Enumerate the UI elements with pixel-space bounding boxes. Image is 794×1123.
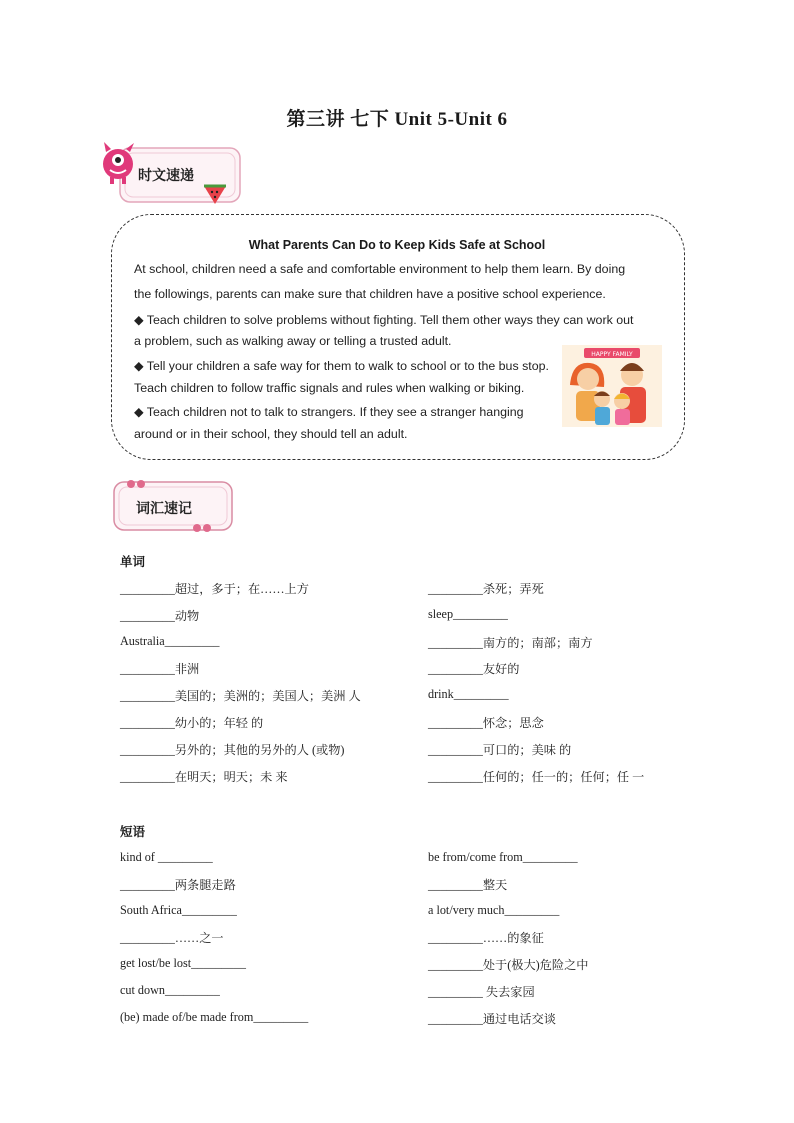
- article-line: At school, children need a safe and comfortable environment to help them learn. By doing: [134, 262, 626, 276]
- word-item: sleep_________: [428, 607, 508, 621]
- banner-label: 词汇速记: [136, 501, 192, 517]
- word-item: _________南方的；南部；南方: [428, 636, 593, 650]
- section-banner-reading: [98, 138, 248, 210]
- phrase-item: South Africa_________: [120, 903, 237, 917]
- quote-close-icon: [192, 520, 214, 536]
- page-title: 第三讲 七下 Unit 5-Unit 6: [286, 109, 508, 130]
- monster-icon: [98, 138, 142, 186]
- word-item: _________杀死；弄死: [428, 582, 544, 596]
- quote-open-icon: [126, 476, 148, 492]
- word-item: _________幼小的；年轻 的: [120, 716, 264, 730]
- section-banner-vocab: [110, 476, 240, 538]
- word-item: _________超过，多于；在……上方: [120, 582, 309, 596]
- phrase-item: a lot/very much_________: [428, 903, 560, 917]
- word-item: _________动物: [120, 609, 200, 623]
- article-title: What Parents Can Do to Keep Kids Safe at School: [248, 238, 546, 252]
- phrase-item: kind of _________: [120, 850, 213, 864]
- phrase-item: get lost/be lost_________: [120, 956, 246, 970]
- article-line: ◆ Tell your children a safe way for them to walk to school or to the bus stop.: [134, 359, 549, 373]
- article-line: ◆ Teach children to solve problems without fighting. Tell them other ways they can work out: [134, 313, 634, 327]
- phrase-item: _________两条腿走路: [120, 878, 236, 892]
- image-banner-text: HAPPY FAMILY: [591, 351, 633, 358]
- article-line: around or in their school, they should tell an adult.: [134, 427, 408, 441]
- word-item: _________非洲: [120, 662, 200, 676]
- phrase-item: _________……之一: [120, 931, 224, 945]
- article-line: Teach children to follow traffic signals and rules when walking or biking.: [134, 381, 525, 395]
- phrases-heading: 短语: [120, 824, 146, 839]
- word-item: _________可口的；美味 的: [428, 743, 572, 757]
- family-illustration: [562, 345, 662, 427]
- phrase-item: _________处于(极大)危险之中: [428, 958, 589, 972]
- word-item: Australia_________: [120, 634, 220, 648]
- phrase-item: _________ 失去家园: [428, 985, 535, 999]
- word-item: _________在明天；明天；未 来: [120, 770, 288, 784]
- article-line: the followings, parents can make sure that children have a positive school experience.: [134, 287, 606, 301]
- article-line: a problem, such as walking away or telling a trusted adult.: [134, 334, 452, 348]
- word-item: _________任何的；任一的；任何；任 一: [428, 770, 645, 784]
- word-item: _________怀念；思念: [428, 716, 544, 730]
- word-item: _________友好的: [428, 662, 520, 676]
- watermelon-icon: [202, 182, 228, 208]
- phrase-item: _________整天: [428, 878, 508, 892]
- word-item: _________另外的；其他的另外的人 (或物): [120, 743, 345, 757]
- word-item: _________美国的；美洲的；美国人；美洲 人: [120, 689, 361, 703]
- phrase-item: _________……的象征: [428, 931, 544, 945]
- phrase-item: be from/come from_________: [428, 850, 578, 864]
- article-line: ◆ Teach children not to talk to strangers. If they see a stranger hanging: [134, 405, 524, 419]
- phrase-item: (be) made of/be made from_________: [120, 1010, 309, 1024]
- phrase-item: cut down_________: [120, 983, 220, 997]
- words-heading: 单词: [120, 554, 146, 569]
- banner-label: 时文速递: [138, 168, 194, 184]
- phrase-item: _________通过电话交谈: [428, 1012, 556, 1026]
- word-item: drink_________: [428, 687, 509, 701]
